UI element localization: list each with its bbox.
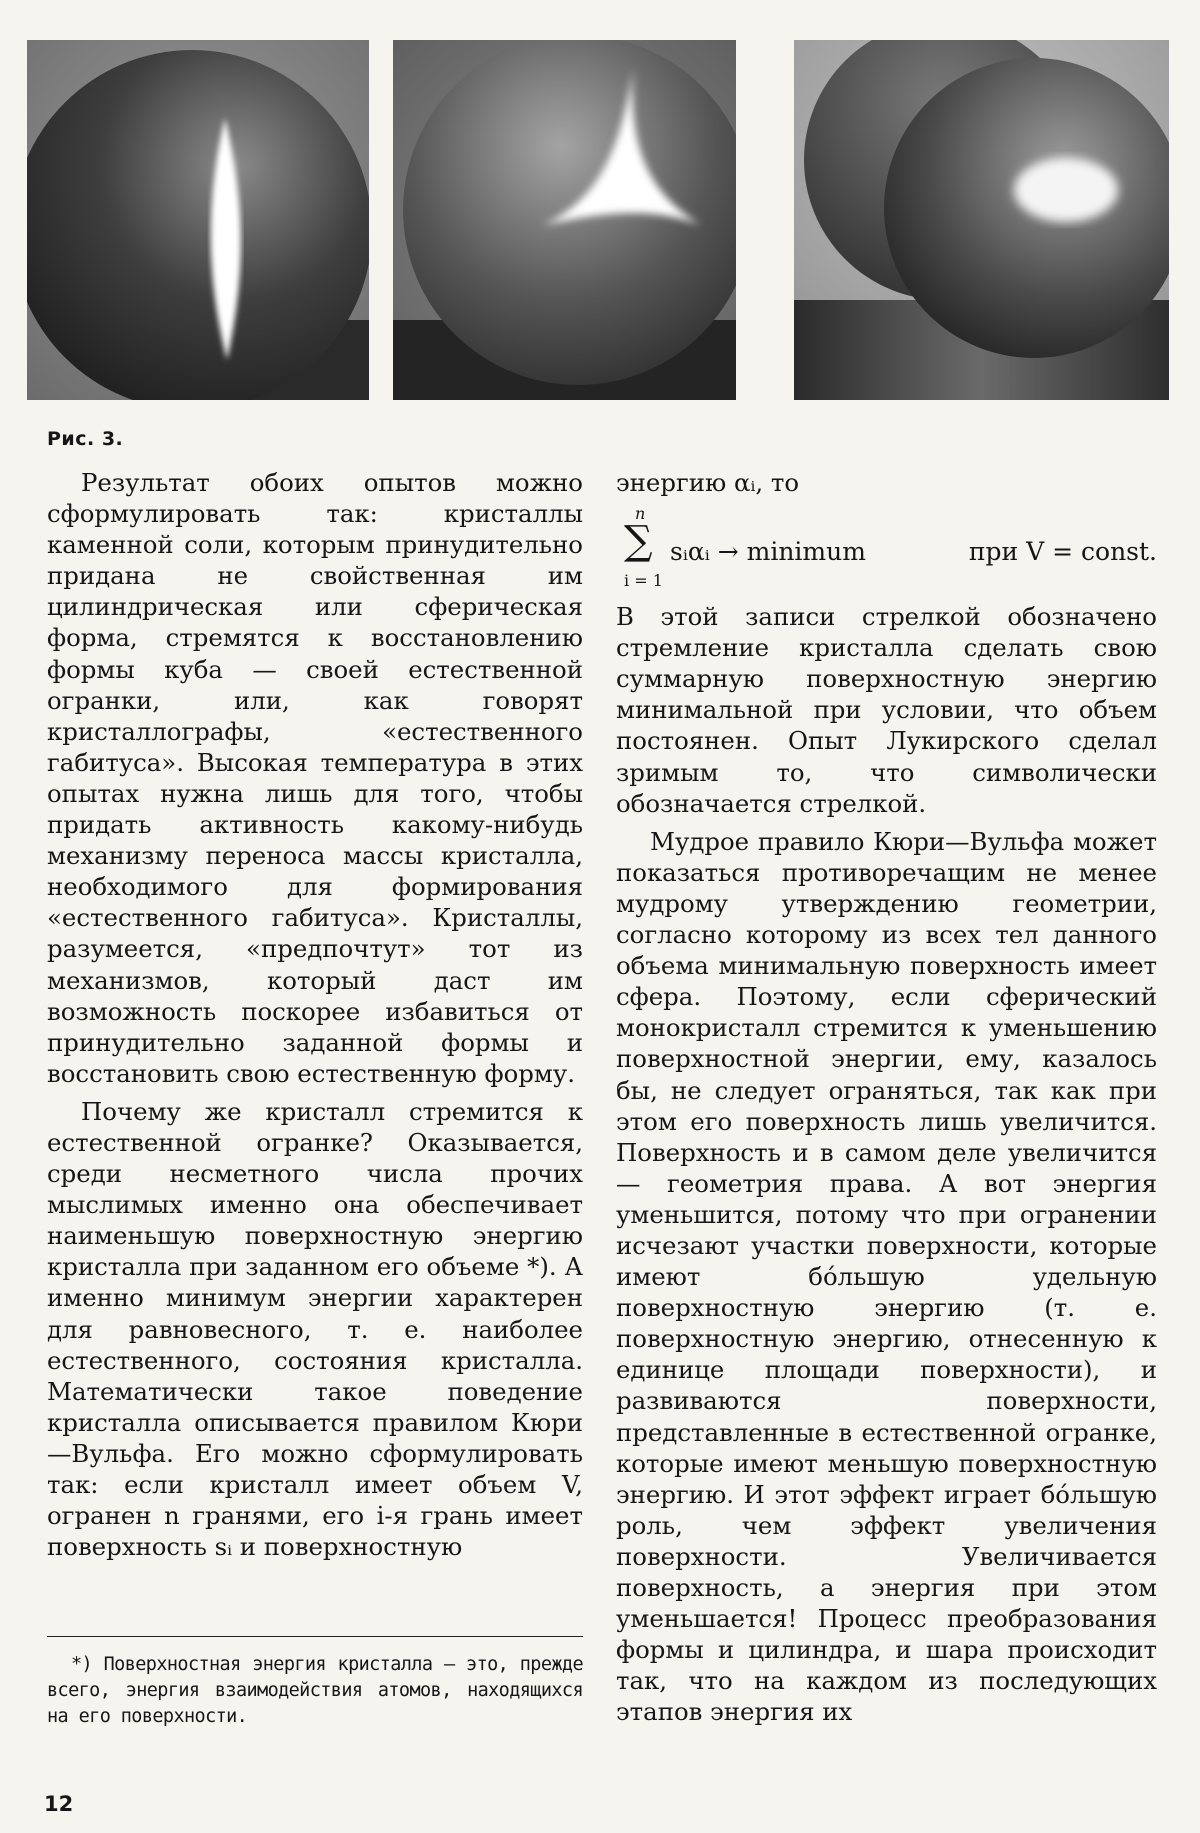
text-column-left xyxy=(47,467,583,1562)
curie-wulff-formula xyxy=(616,498,1157,601)
footnote xyxy=(47,1652,583,1730)
sum-symbol: ∑ xyxy=(624,518,653,565)
photo-sphere-rhombus-facet xyxy=(27,40,369,400)
formula-expression: sᵢαᵢ → minimum xyxy=(670,537,866,567)
formula-body xyxy=(670,536,1157,567)
page-number: 12 xyxy=(44,1792,74,1816)
figure-3 xyxy=(27,40,1169,400)
sum-upper-limit: n xyxy=(635,504,646,524)
footnote-divider xyxy=(47,1636,583,1637)
figure-caption: Рис. 3. xyxy=(47,428,124,450)
paragraph: Мудрое правило Кюри—Вульфа может показаться противоречащим не менее мудрому утверждению геометрии, согласно которому из всех тел данного объема минимальную поверхность имеет сфера. Поэтому, если сферический монокристалл стремится к уменьшению поверхностной энергии, ему, казалось бы, не следует ограняться, так как при этом его поверхность лишь увеличится. Поверхность и в самом деле увеличится — геометрия права. А вот энергия уменьшится, потому что при огранении исчезают участки поверхности, которые имеют бо́льшую удельную поверхностную энергию (т. е. поверхностную энергию, отнесенную к единице площади поверхности), и развиваются поверхности, представленные в естественной огранке, которые имеют меньшую поверхностную энергию. И этот эффект играет бо́льшую роль, чем эффект увеличения поверхности. Увеличивается поверхность, а энергия при этом уменьшается! Процесс преобразования формы и цилиндра, и шара происходит так, что на каждом из последующих этапов энергия их xyxy=(616,826,1157,1727)
photo-sphere-oval-facet xyxy=(794,40,1169,400)
photo-sphere-three-ray-facet xyxy=(393,40,736,400)
sum-lower-limit: i = 1 xyxy=(624,571,663,591)
formula-condition: при V = const. xyxy=(968,537,1157,567)
footnote-text: *) Поверхностная энергия кристалла — это, прежде всего, энергия взаимодействия атомов, находящихся на его поверхности. xyxy=(47,1654,583,1727)
paragraph: В этой записи стрелкой обозначено стремление кристалла сделать свою суммарную поверхностную энергию минимальной при условии, что объем постоянен. Опыт Лукирского сделал зримым то, что символически обозначается стрелкой. xyxy=(616,602,1157,818)
paragraph: Почему же кристалл стремится к естественной огранке? Оказывается, среди несметного числа прочих мыслимых именно она обеспечивает наименьшую поверхностную энергию кристалла при заданном его объеме *). А именно минимум энергии характерен для равновесного, т. е. наиболее естественного, состояния кристалла. Математически такое поведение кристалла описывается правилом Кюри—Вульфа. Его можно сформулировать так: если кристалл имеет объем V, огранен n гранями, его i-я грань имеет поверхность sᵢ и поверхностную xyxy=(47,1096,583,1562)
paragraph: Результат обоих опытов можно сформулировать так: кристаллы каменной соли, которым принудительно придана не свойственная им цилиндрическая или сферическая форма, стремятся к восстановлению формы куба — своей естественной огранки, или, как говорят кристаллографы, «естественного габитуса». Высокая температура в этих опытах нужна лишь для того, чтобы придать активность какому-нибудь механизму переноса массы кристалла, необходимого для формирования «естественного габитуса». Кристаллы, разумеется, «предпочтут» тот из механизмов, который даст им возможность поскорее избавиться от принудительно заданной формы и восстановить свою естественную форму. xyxy=(47,468,583,1088)
paragraph-continuation: энергию αᵢ, то xyxy=(616,468,800,497)
text-column-right xyxy=(616,467,1157,1727)
